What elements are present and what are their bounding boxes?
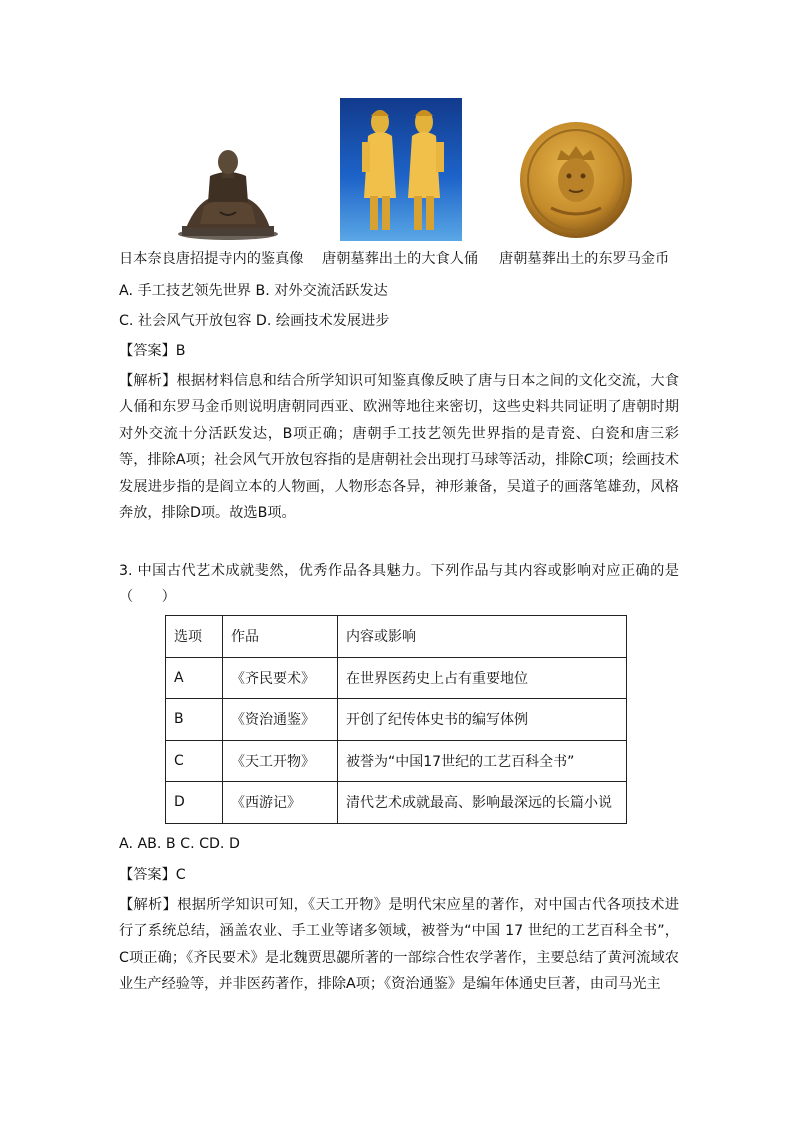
jianzhen-statue-image <box>176 146 280 241</box>
table-row <box>166 699 627 741</box>
q3-answer: 【答案】C <box>119 867 186 883</box>
q2-options-line-1: A. 手工技艺领先世界 B. 对外交流活跃发达 <box>119 283 388 299</box>
caption-jianzhen: 日本奈良唐招提寺内的鉴真像 <box>119 251 304 267</box>
table-header-row <box>166 616 627 658</box>
table-row <box>166 657 627 699</box>
cell-work: 《西游记》 <box>223 782 338 824</box>
cell-content: 开创了纪传体史书的编写体例 <box>338 699 627 741</box>
cell-work: 《资治通鉴》 <box>223 699 338 741</box>
caption-dashi: 唐朝墓葬出土的大食人俑 <box>322 251 479 267</box>
q2-options-line-2: C. 社会风气开放包容 D. 绘画技术发展进步 <box>119 313 390 329</box>
cell-option: A <box>166 657 223 699</box>
dashi-figurines-image <box>340 98 462 241</box>
cell-content: 被誉为“中国17世纪的工艺百科全书” <box>338 740 627 782</box>
cell-content: 清代艺术成就最高、影响最深远的长篇小说 <box>338 782 627 824</box>
figure-row <box>0 96 794 242</box>
q2-analysis: 【解析】根据材料信息和结合所学知识可知鉴真像反映了唐与日本之间的文化交流，大食人俑和东罗马金币则说明唐朝同西亚、欧洲等地往来密切，这些史料共同证明了唐朝时期对外交流十分活跃发达，B项正确；唐朝手工技艺领先世界指的是青瓷、白瓷和唐三彩等，排除A项；社会风气开放包容指的是唐朝社会出现打马球等活动，排除C项；绘画技术发展进步指的是阎立本的人物画，人物形态各异，神形兼备，吴道子的画落笔雄劲，风格奔放，排除D项。故选B项。 <box>119 373 679 522</box>
cell-option: D <box>166 782 223 824</box>
q3-options: A. AB. B C. CD. D <box>119 836 240 852</box>
q2-answer: 【答案】B <box>119 343 186 359</box>
header-content: 内容或影响 <box>338 616 627 658</box>
q3-analysis: 【解析】根据所学知识可知，《天工开物》是明代宋应星的著作，对中国古代各项技术进行了系统总结，涵盖农业、手工业等诸多领域，被誉为“中国 17 世纪的工艺百科全书”，C项正确；《齐民要术》是北魏贾思勰所著的一部综合性农学著作，主要总结了黄河流域农业生产经验等，并非医药著作，排除A项；《资治通鉴》是编年体通史巨著，由司马光主 <box>119 897 679 993</box>
cell-option: B <box>166 699 223 741</box>
header-work: 作品 <box>223 616 338 658</box>
works-table <box>165 615 627 824</box>
cell-work: 《齐民要术》 <box>223 657 338 699</box>
caption-coin: 唐朝墓葬出土的东罗马金币 <box>499 251 670 267</box>
cell-content: 在世界医药史上占有重要地位 <box>338 657 627 699</box>
cell-work: 《天工开物》 <box>223 740 338 782</box>
cell-option: C <box>166 740 223 782</box>
table-row <box>166 740 627 782</box>
byzantine-coin-image <box>517 120 635 240</box>
table-row <box>166 782 627 824</box>
q3-stem: 3. 中国古代艺术成就斐然，优秀作品各具魅力。下列作品与其内容或影响对应正确的是（ ） <box>119 563 679 606</box>
header-option: 选项 <box>166 616 223 658</box>
